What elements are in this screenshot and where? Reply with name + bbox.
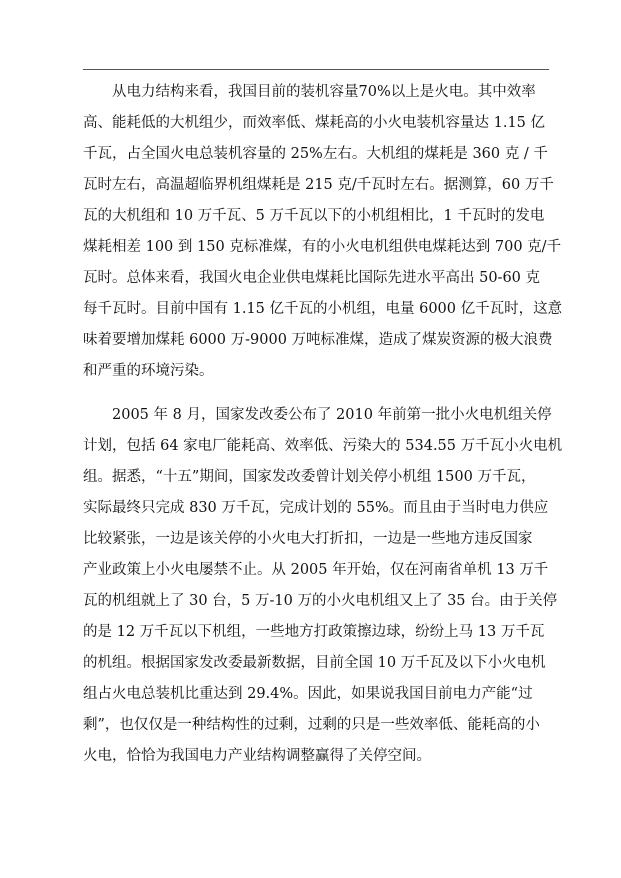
paragraph-line: 从电力结构来看，我国目前的装机容量70%以上是火电。其中效率 [112,84,536,100]
paragraph-line: 的是 12 万千瓦以下机组，一些地方打政策擦边球，纷纷上马 13 万千瓦 [83,624,545,640]
paragraph-line: 组占火电总装机比重达到 29.4%。因此，如果说我国目前电力产能“过 [83,686,533,702]
paragraph-line: 组。据悉，“十五”期间，国家发改委曾计划关停小机组 1500 万千瓦， [83,469,536,485]
paragraph-line: 千瓦，占全国火电总装机容量的 25%左右。大机组的煤耗是 360 克 / 千 [83,146,548,162]
paragraph-line: 煤耗相差 100 到 150 克标准煤，有的小火电机组供电煤耗达到 700 克/千 [83,239,562,255]
paragraph-line: 味着要增加煤耗 6000 万-9000 万吨标准煤，造成了煤炭资源的极大浪费 [83,332,553,348]
paragraph-line: 产业政策上小火电屡禁不止。从 2005 年开始，仅在河南省单机 13 万千 [83,562,549,578]
paragraph-line: 剩”，也仅仅是一种结构性的过剩，过剩的只是一些效率低、能耗高的小 [83,717,540,733]
paragraph-line: 每千瓦时。目前中国有 1.15 亿千瓦的小机组，电量 6000 亿千瓦时，这意 [83,301,563,317]
header-rule [83,69,549,70]
paragraph-line: 高、能耗低的大机组少，而效率低、煤耗高的小火电装机容量达 1.15 亿 [83,115,546,131]
paragraph-line: 火电，恰恰为我国电力产业结构调整赢得了关停空间。 [83,748,431,764]
paragraph-line: 计划，包括 64 家电厂能耗高、效率低、污染大的 534.55 万千瓦小火电机 [83,438,563,454]
paragraph-line: 和严重的环境污染。 [83,363,214,379]
paragraph-line: 的机组。根据国家发改委最新数据，目前全国 10 万千瓦及以下小火电机 [83,655,546,671]
paragraph-line: 瓦的大机组和 10 万千瓦、5 万千瓦以下的小机组相比，1 千瓦时的发电 [83,208,545,224]
paragraph-line: 实际最终只完成 830 万千瓦，完成计划的 55%。而且由于当时电力供应 [83,500,549,516]
paragraph-line: 比较紧张，一边是该关停的小火电大打折扣，一边是一些地方违反国家 [83,531,533,547]
paragraph-line: 瓦的机组就上了 30 台，5 万-10 万的小火电机组又上了 35 台。由于关停 [83,593,558,609]
paragraph-line: 瓦时。总体来看，我国火电企业供电煤耗比国际先进水平高出 50-60 克 [83,270,541,286]
paragraph-line: 瓦时左右，高温超临界机组煤耗是 215 克/千瓦时左右。据测算，60 万千 [83,177,554,193]
paragraph-line: 2005 年 8 月，国家发改委公布了 2010 年前第一批小火电机组关停 [112,407,552,423]
